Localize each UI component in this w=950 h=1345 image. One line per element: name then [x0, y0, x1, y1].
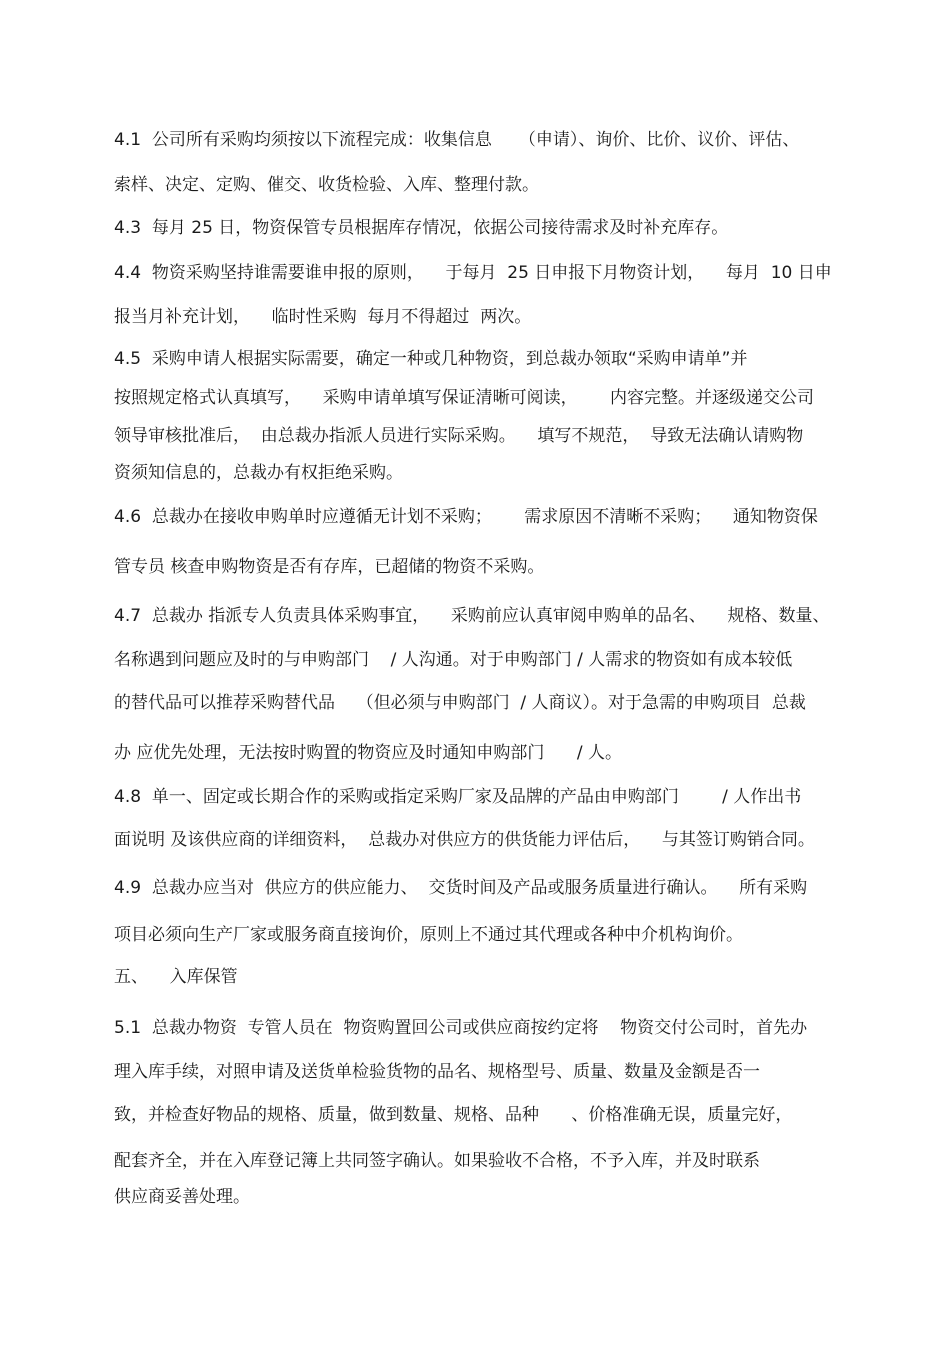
clause-4-6-line-1: 4.6 总裁办在接收申购单时应遵循无计划不采购； 需求原因不清晰不采购； 通知物资保 — [114, 507, 818, 527]
clause-4-8-line-1: 4.8 单一、固定或长期合作的采购或指定采购厂家及品牌的产品由申购部门 / 人作出书 — [114, 787, 802, 807]
clause-4-1-line-1: 4.1 公司所有采购均须按以下流程完成：收集信息 （申请）、询价、比价、议价、评估、 — [114, 130, 800, 150]
clause-4-5-line-4: 资须知信息的，总裁办有权拒绝采购。 — [114, 463, 403, 483]
clause-4-5-line-3: 领导审核批准后， 由总裁办指派人员进行实际采购。 填写不规范， 导致无法确认请购物 — [114, 426, 804, 446]
clause-4-7-line-2: 名称遇到问题应及时的与申购部门 / 人沟通。对于申购部门 / 人需求的物资如有成本较低 — [114, 650, 793, 670]
clause-4-4-line-1: 4.4 物资采购坚持谁需要谁申报的原则， 于每月 25 日申报下月物资计划， 每月 10 日申 — [114, 263, 832, 283]
section-5-heading: 五、 入库保管 — [114, 967, 238, 987]
clause-4-5-line-2: 按照规定格式认真填写， 采购申请单填写保证清晰可阅读， 内容完整。并逐级递交公司 — [114, 388, 815, 408]
clause-4-5-line-1: 4.5 采购申请人根据实际需要，确定一种或几种物资，到总裁办领取“采购申请单”并 — [114, 349, 748, 369]
clause-5-1-line-4: 配套齐全，并在入库登记簿上共同签字确认。如果验收不合格，不予入库，并及时联系 — [114, 1151, 760, 1171]
clause-4-6-line-2: 管专员 核查申购物资是否有存库，已超储的物资不采购。 — [114, 557, 545, 577]
clause-4-9-line-2: 项目必须向生产厂家或服务商直接询价，原则上不通过其代理或各种中介机构询价。 — [114, 925, 743, 945]
clause-4-1-line-2: 索样、决定、定购、催交、收货检验、入库、整理付款。 — [114, 175, 539, 195]
clause-4-7-line-1: 4.7 总裁办 指派专人负责具体采购事宜， 采购前应认真审阅申购单的品名、 规格、数量、 — [114, 606, 830, 626]
clause-5-1-line-5: 供应商妥善处理。 — [114, 1187, 250, 1207]
clause-4-7-line-4: 办 应优先处理，无法按时购置的物资应及时通知申购部门 / 人。 — [114, 743, 622, 763]
clause-5-1-line-1: 5.1 总裁办物资 专管人员在 物资购置回公司或供应商按约定将 物资交付公司时，首先办 — [114, 1018, 808, 1038]
clause-4-3-line-1: 4.3 每月 25 日，物资保管专员根据库存情况，依据公司接待需求及时补充库存。 — [114, 218, 729, 238]
clause-5-1-line-3: 致，并检查好物品的规格、质量，做到数量、规格、品种 、价格准确无误，质量完好， — [114, 1105, 793, 1125]
clause-4-4-line-2: 报当月补充计划， 临时性采购 每月不得超过 两次。 — [114, 307, 532, 327]
clause-4-7-line-3: 的替代品可以推荐采购替代品 （但必须与申购部门 / 人商议）。对于急需的申购项目 总裁 — [114, 693, 806, 713]
clause-5-1-line-2: 理入库手续，对照申请及送货单检验货物的品名、规格型号、质量、数量及金额是否一 — [114, 1062, 760, 1082]
clause-4-9-line-1: 4.9 总裁办应当对 供应方的供应能力、 交货时间及产品或服务质量进行确认。 所有采购 — [114, 878, 808, 898]
clause-4-8-line-2: 面说明 及该供应商的详细资料， 总裁办对供应方的供货能力评估后， 与其签订购销合同。 — [114, 830, 815, 850]
